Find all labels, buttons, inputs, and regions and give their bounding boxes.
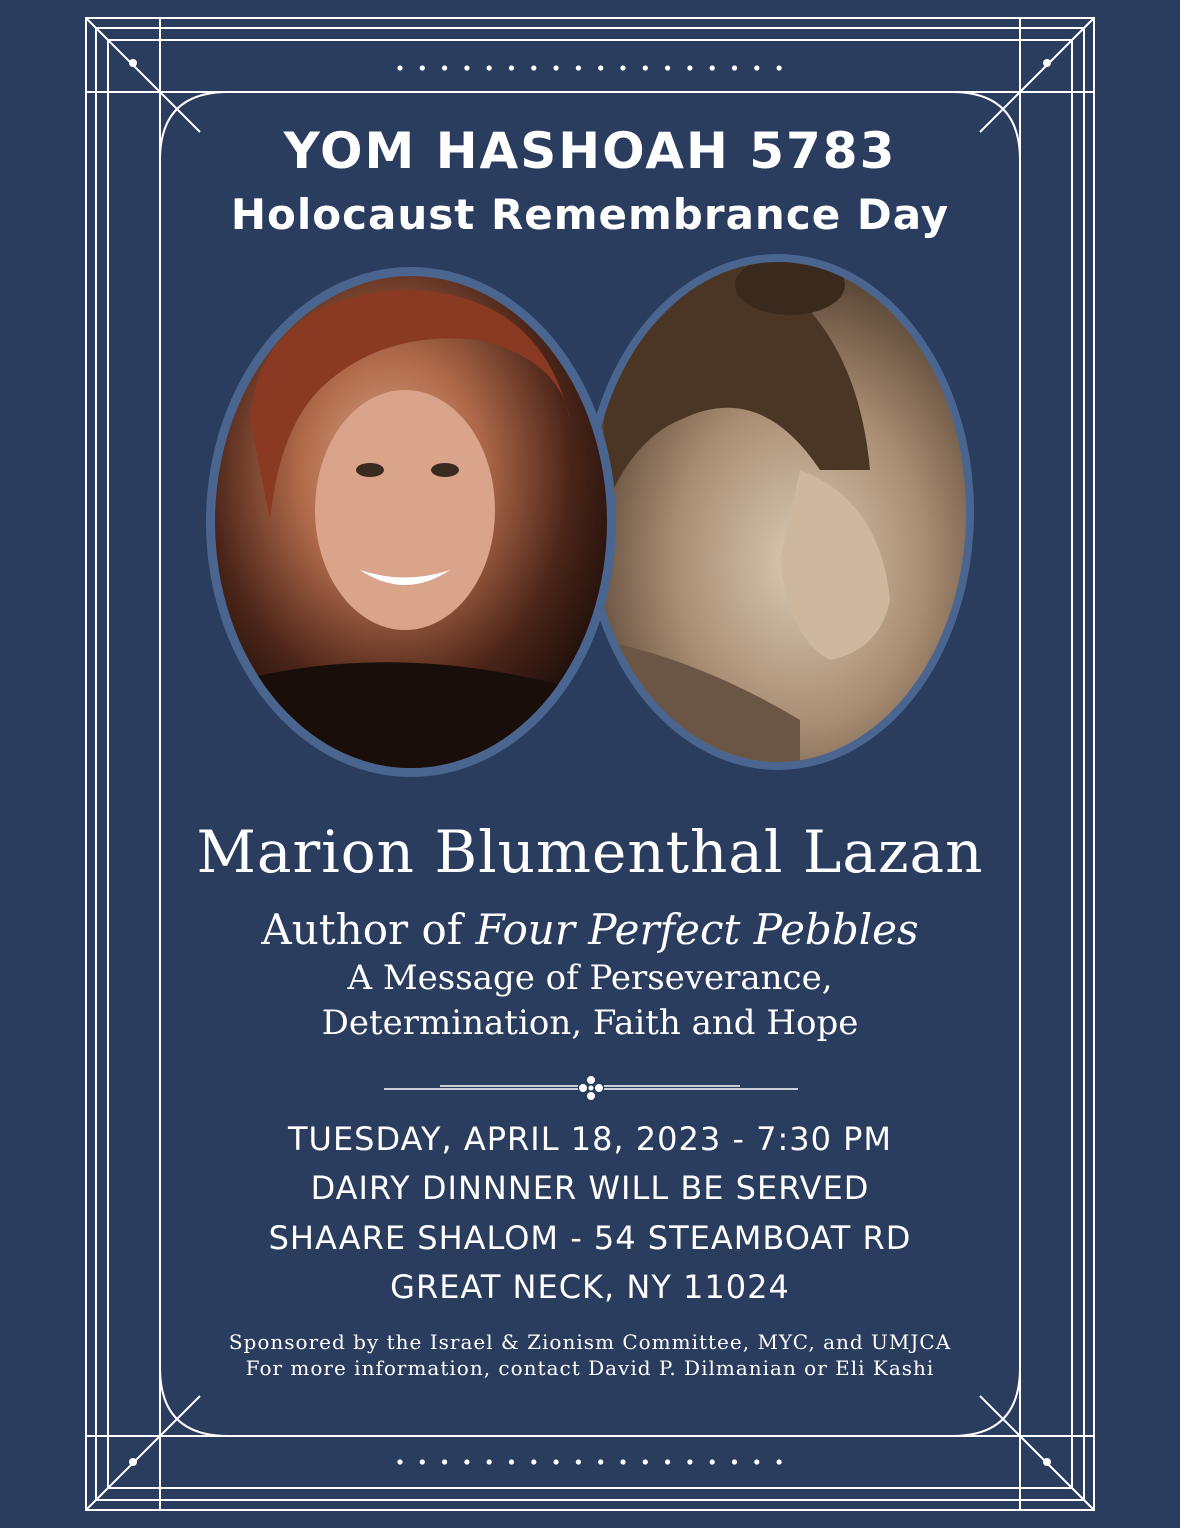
event-city: GREAT NECK, NY 11024 [390,1268,790,1306]
event-meal: DAIRY DINNNER WILL BE SERVED [310,1169,870,1207]
speaker-name: Marion Blumenthal Lazan [196,818,984,886]
page-subtitle: Holocaust Remembrance Day [230,190,950,239]
event-date-time: TUESDAY, APRIL 18, 2023 - 7:30 PM [287,1120,893,1158]
sponsors-text: Sponsored by the Israel & Zionism Committee, MYC, and UMJCA [228,1330,952,1354]
event-venue: SHAARE SHALOM - 54 STEAMBOAT RD [268,1219,912,1257]
contact-text: For more information, contact David P. Dilmanian or Eli Kashi [245,1356,935,1380]
book-title: Four Perfect Pebbles [475,905,919,954]
message-line-2: Determination, Faith and Hope [321,1003,859,1043]
page-title: YOM HASHOAH 5783 [283,122,897,180]
fleuron-icon [579,1076,603,1100]
author-prefix: Author of [261,905,476,954]
message-line-1: A Message of Perseverance, [347,958,833,998]
